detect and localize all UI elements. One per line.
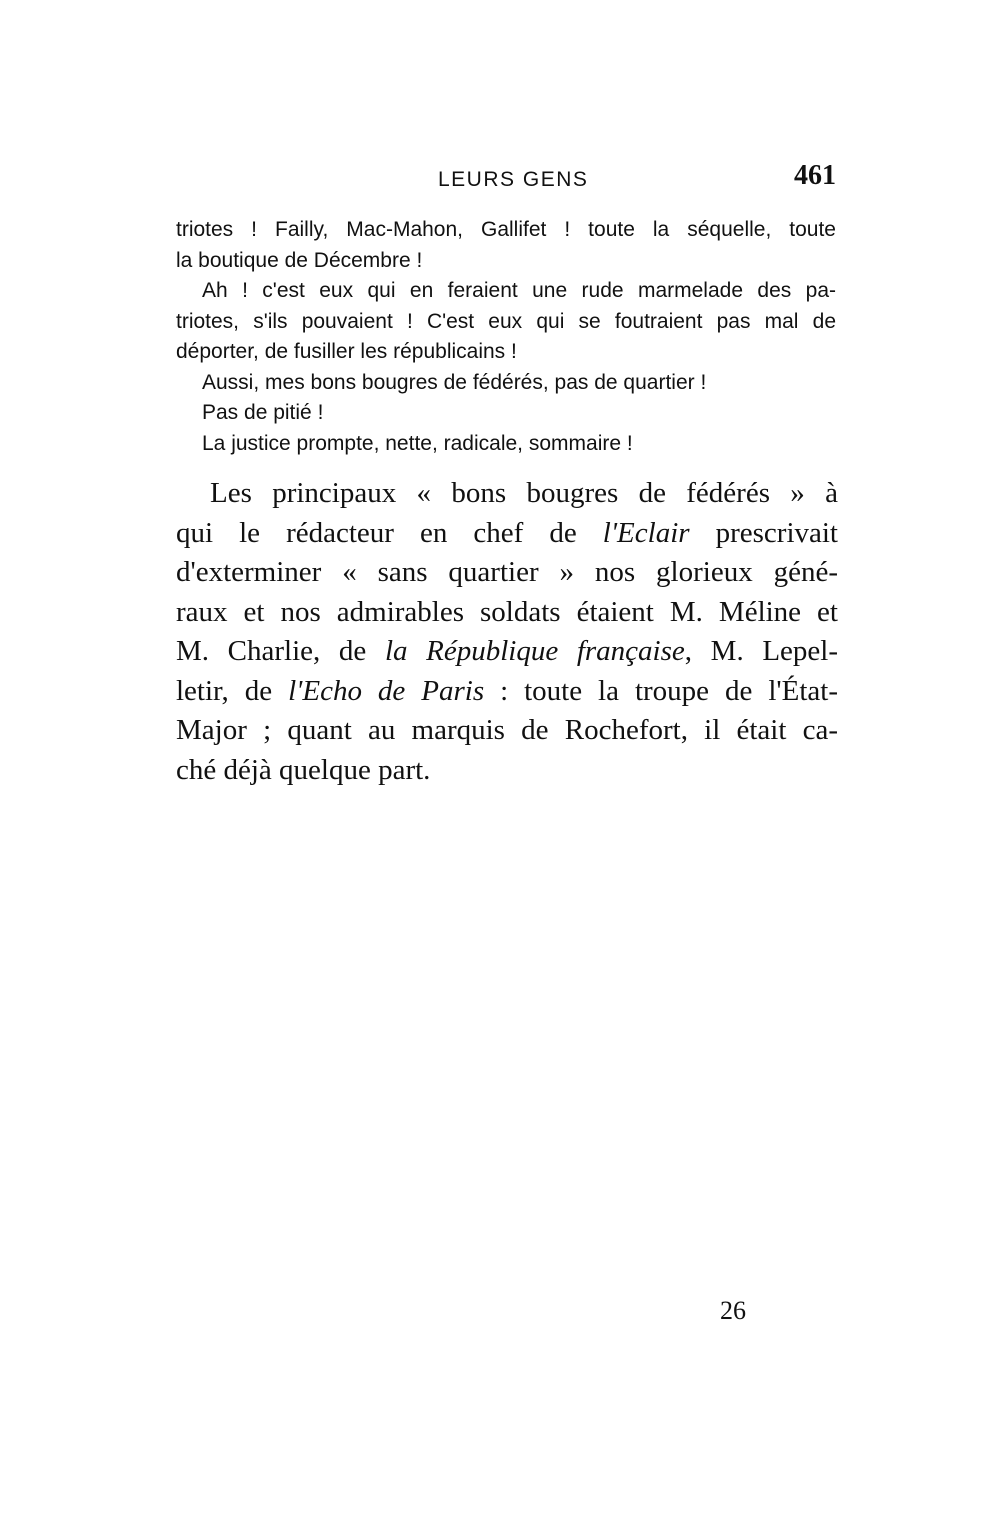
running-head bbox=[176, 160, 836, 194]
body-line bbox=[176, 632, 838, 672]
signature-mark: 26 bbox=[720, 1296, 746, 1325]
body-text-span: letir, de bbox=[176, 674, 289, 707]
running-title: LEURS GENS bbox=[438, 168, 589, 191]
quote-line: la boutique de Décembre ! bbox=[176, 248, 423, 272]
body-text-span: M. Charlie, de bbox=[176, 635, 385, 667]
newspaper-title: l'Eclair bbox=[602, 516, 690, 549]
body-text-span: : toute la troupe de l'État- bbox=[484, 674, 838, 707]
quote-line: déporter, de fusiller les républicains ! bbox=[176, 340, 517, 363]
body-paragraph bbox=[176, 474, 838, 790]
quote-line: La justice prompte, nette, radicale, sommaire ! bbox=[202, 431, 633, 455]
body-text-span: qui le rédacteur en chef de bbox=[176, 516, 603, 549]
newspaper-title: l'Echo de Paris bbox=[288, 674, 485, 707]
body-line: ché déjà quelque part. bbox=[176, 753, 431, 786]
page-number: 461 bbox=[794, 160, 836, 191]
body-line: d'exterminer « sans quartier » nos glorieux géné- bbox=[176, 556, 838, 588]
quote-line: Ah ! c'est eux qui en feraient une rude marmelade des pa- bbox=[202, 279, 836, 302]
body-line: Les principaux « bons bougres de fédérés » à bbox=[210, 477, 838, 509]
body-line bbox=[176, 514, 838, 554]
body-line: Major ; quant au marquis de Rochefort, il était ca- bbox=[176, 714, 838, 746]
body-text-span: , M. Lepel- bbox=[684, 635, 839, 667]
quote-line: triotes, s'ils pouvaient ! C'est eux qui se foutraient pas mal de bbox=[176, 309, 836, 333]
body-text-span: prescrivait bbox=[689, 516, 838, 549]
quote-line: Aussi, mes bons bougres de fédérés, pas de quartier ! bbox=[202, 370, 707, 394]
newspaper-title: la République française bbox=[384, 635, 685, 667]
body-line: raux et nos admirables soldats étaient M. Méline et bbox=[176, 595, 838, 628]
quote-block bbox=[176, 215, 836, 459]
body-line bbox=[176, 672, 838, 712]
quote-line: Pas de pitié ! bbox=[202, 401, 324, 424]
quote-line: triotes ! Failly, Mac-Mahon, Gallifet ! toute la séquelle, toute bbox=[176, 218, 836, 241]
